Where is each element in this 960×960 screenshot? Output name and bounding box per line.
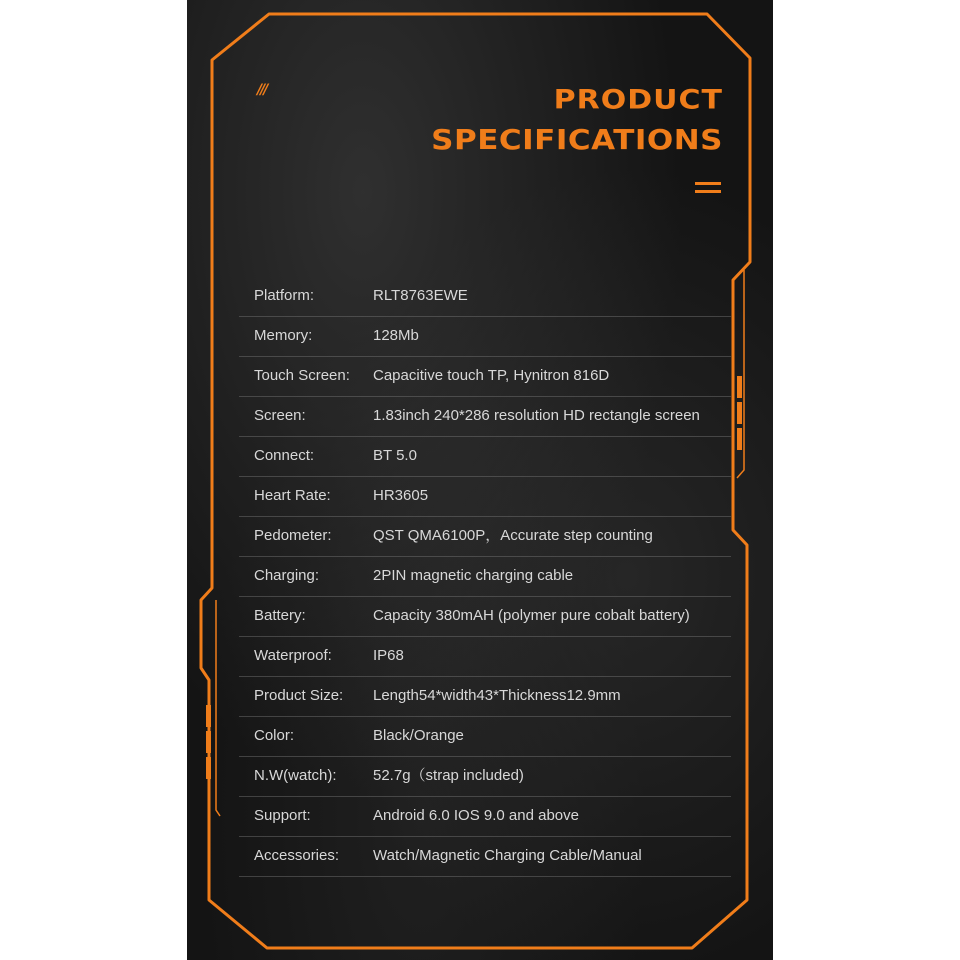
spec-label: Pedometer:	[254, 527, 332, 544]
spec-row	[239, 677, 731, 717]
spec-row	[239, 797, 731, 837]
spec-value: 1.83inch 240*286 resolution HD rectangle screen	[373, 407, 700, 424]
spec-row	[239, 517, 731, 557]
spec-label: Memory:	[254, 327, 313, 344]
spec-row	[239, 637, 731, 677]
spec-value: RLT8763EWE	[373, 287, 468, 304]
spec-row	[239, 757, 731, 797]
spec-row	[239, 717, 731, 757]
spec-value: Android 6.0 IOS 9.0 and above	[373, 807, 579, 824]
spec-value: Capacity 380mAH (polymer pure cobalt battery)	[373, 607, 690, 624]
title-line-1: PRODUCT	[553, 84, 723, 116]
spec-row	[239, 317, 731, 357]
spec-value: Black/Orange	[373, 727, 464, 744]
header-slashes: ///	[257, 82, 267, 98]
spec-poster	[187, 0, 773, 960]
spec-label: Accessories:	[254, 847, 340, 864]
title-line-2: SPECIFICATIONS	[431, 124, 723, 157]
spec-label: N.W(watch):	[254, 767, 337, 784]
spec-value: 128Mb	[373, 327, 419, 344]
spec-row	[239, 277, 731, 317]
spec-label: Battery:	[254, 607, 306, 624]
spec-row	[239, 837, 731, 877]
spec-label: Product Size:	[254, 687, 344, 704]
spec-label: Screen:	[254, 407, 306, 424]
spec-label: Platform:	[254, 287, 315, 304]
spec-value: QST QMA6100P，Accurate step counting	[373, 527, 653, 544]
double-bar-icon	[695, 182, 721, 196]
spec-value: Capacitive touch TP, Hynitron 816D	[373, 367, 610, 384]
spec-label: Waterproof:	[254, 647, 332, 664]
spec-label: Color:	[254, 727, 295, 744]
spec-row	[239, 397, 731, 437]
spec-label: Charging:	[254, 567, 320, 584]
spec-row	[239, 477, 731, 517]
spec-table	[239, 277, 731, 877]
spec-value: IP68	[373, 647, 404, 664]
spec-value: 52.7g（strap included)	[373, 767, 524, 784]
spec-value: Watch/Magnetic Charging Cable/Manual	[373, 847, 642, 864]
spec-row	[239, 557, 731, 597]
spec-value: HR3605	[373, 487, 429, 504]
spec-value: Length54*width43*Thickness12.9mm	[373, 687, 621, 704]
spec-label: Touch Screen:	[254, 367, 350, 384]
spec-row	[239, 437, 731, 477]
spec-label: Support:	[254, 807, 311, 824]
spec-label: Connect:	[254, 447, 315, 464]
spec-row	[239, 357, 731, 397]
spec-value: BT 5.0	[373, 447, 417, 464]
spec-value: 2PIN magnetic charging cable	[373, 567, 574, 584]
spec-row	[239, 597, 731, 637]
spec-label: Heart Rate:	[254, 487, 331, 504]
